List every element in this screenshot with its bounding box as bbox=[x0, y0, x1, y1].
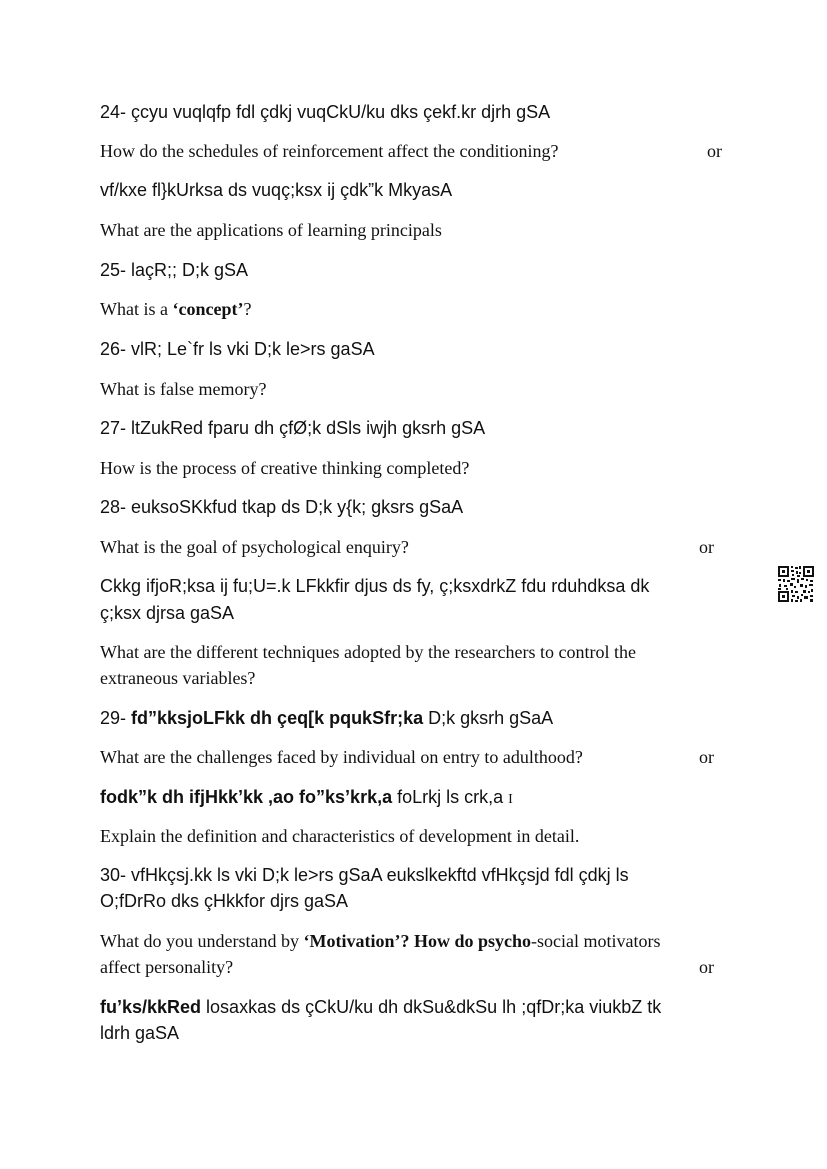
q24-or: or bbox=[707, 141, 722, 161]
q29-english: What are the challenges faced by individual on entry to adulthood? bbox=[100, 747, 583, 767]
q28-alt-hindi-line1: Ckkg ifjoR;ksa ij fu;U=.k LFkkfir djus ds fy, ç;ksxdrkZ fdu rduhdksa dk bbox=[100, 576, 650, 596]
q29-alt-english: Explain the definition and characteristics of development in detail. bbox=[100, 826, 580, 846]
q28-alt-english-line1: What are the different techniques adopted by the researchers to control the bbox=[100, 642, 636, 662]
qr-code-icon bbox=[777, 565, 815, 603]
q24-english: How do the schedules of reinforcement affect the conditioning? bbox=[100, 141, 559, 161]
q25-term: ‘concept’ bbox=[172, 299, 244, 319]
q29-or: or bbox=[699, 747, 714, 767]
q30-english-line2: affect personality? bbox=[100, 957, 234, 977]
q24-alt-english: What are the applications of learning principals bbox=[100, 220, 442, 240]
q30-alt-hindi-line2: ldrh gaSA bbox=[100, 1023, 180, 1043]
q30-or: or bbox=[699, 957, 714, 977]
q25-hindi: 25- laçR;; D;k gSA bbox=[100, 260, 249, 280]
q30-hindi-line2: O;fDrRo dks çHkkfor djrs gaSA bbox=[100, 891, 349, 911]
q24-alt-hindi: vf/kxe fl}kUrksa ds vuqç;ksx ij çdk”k MkyasA bbox=[100, 180, 453, 200]
q26-hindi: 26- vlR; Le`fr ls vki D;k le>rs gaSA bbox=[100, 339, 375, 359]
q28-english: What is the goal of psychological enquiry? bbox=[100, 537, 409, 557]
q28-alt-english-line2: extraneous variables? bbox=[100, 668, 256, 688]
q30-hindi-line1: 30- vfHkçsj.kk ls vki D;k le>rs gSaA eukslkekftd vfHkçsjd fdl çdkj ls bbox=[100, 865, 629, 885]
q29-hindi: 29- fd”kksjoLFkk dh çeq[k pqukSfr;ka D;k gksrh gSaA bbox=[100, 708, 554, 728]
q27-hindi: 27- ltZukRed fparu dh çfØ;k dSls iwjh gksrh gSA bbox=[100, 418, 486, 438]
q25-english: What is a ‘concept’? bbox=[100, 299, 252, 319]
q30-alt-hindi-line1: fu’ks/kkRed losaxkas ds çCkU/ku dh dkSu&dkSu lh ;qfDr;ka viukbZ tk bbox=[100, 997, 662, 1017]
q28-or: or bbox=[699, 537, 714, 557]
q27-english: How is the process of creative thinking completed? bbox=[100, 458, 470, 478]
q29-alt-hindi: fodk”k dh ifjHkk’kk ,ao fo”ks’krk,a foLrkj ls crk,a I bbox=[100, 787, 513, 807]
q28-hindi: 28- euksoSKkfud tkap ds D;k y{k; gksrs gSaA bbox=[100, 497, 464, 517]
q24-hindi: 24- çcyu vuqlqfp fdl çdkj vuqCkU/ku dks çekf.kr djrh gSA bbox=[100, 102, 551, 122]
q28-alt-hindi-line2: ç;ksx djrsa gaSA bbox=[100, 603, 235, 623]
q30-english-line1: What do you understand by ‘Motivation’? How do psycho-social motivators bbox=[100, 931, 661, 951]
q26-english: What is false memory? bbox=[100, 379, 267, 399]
